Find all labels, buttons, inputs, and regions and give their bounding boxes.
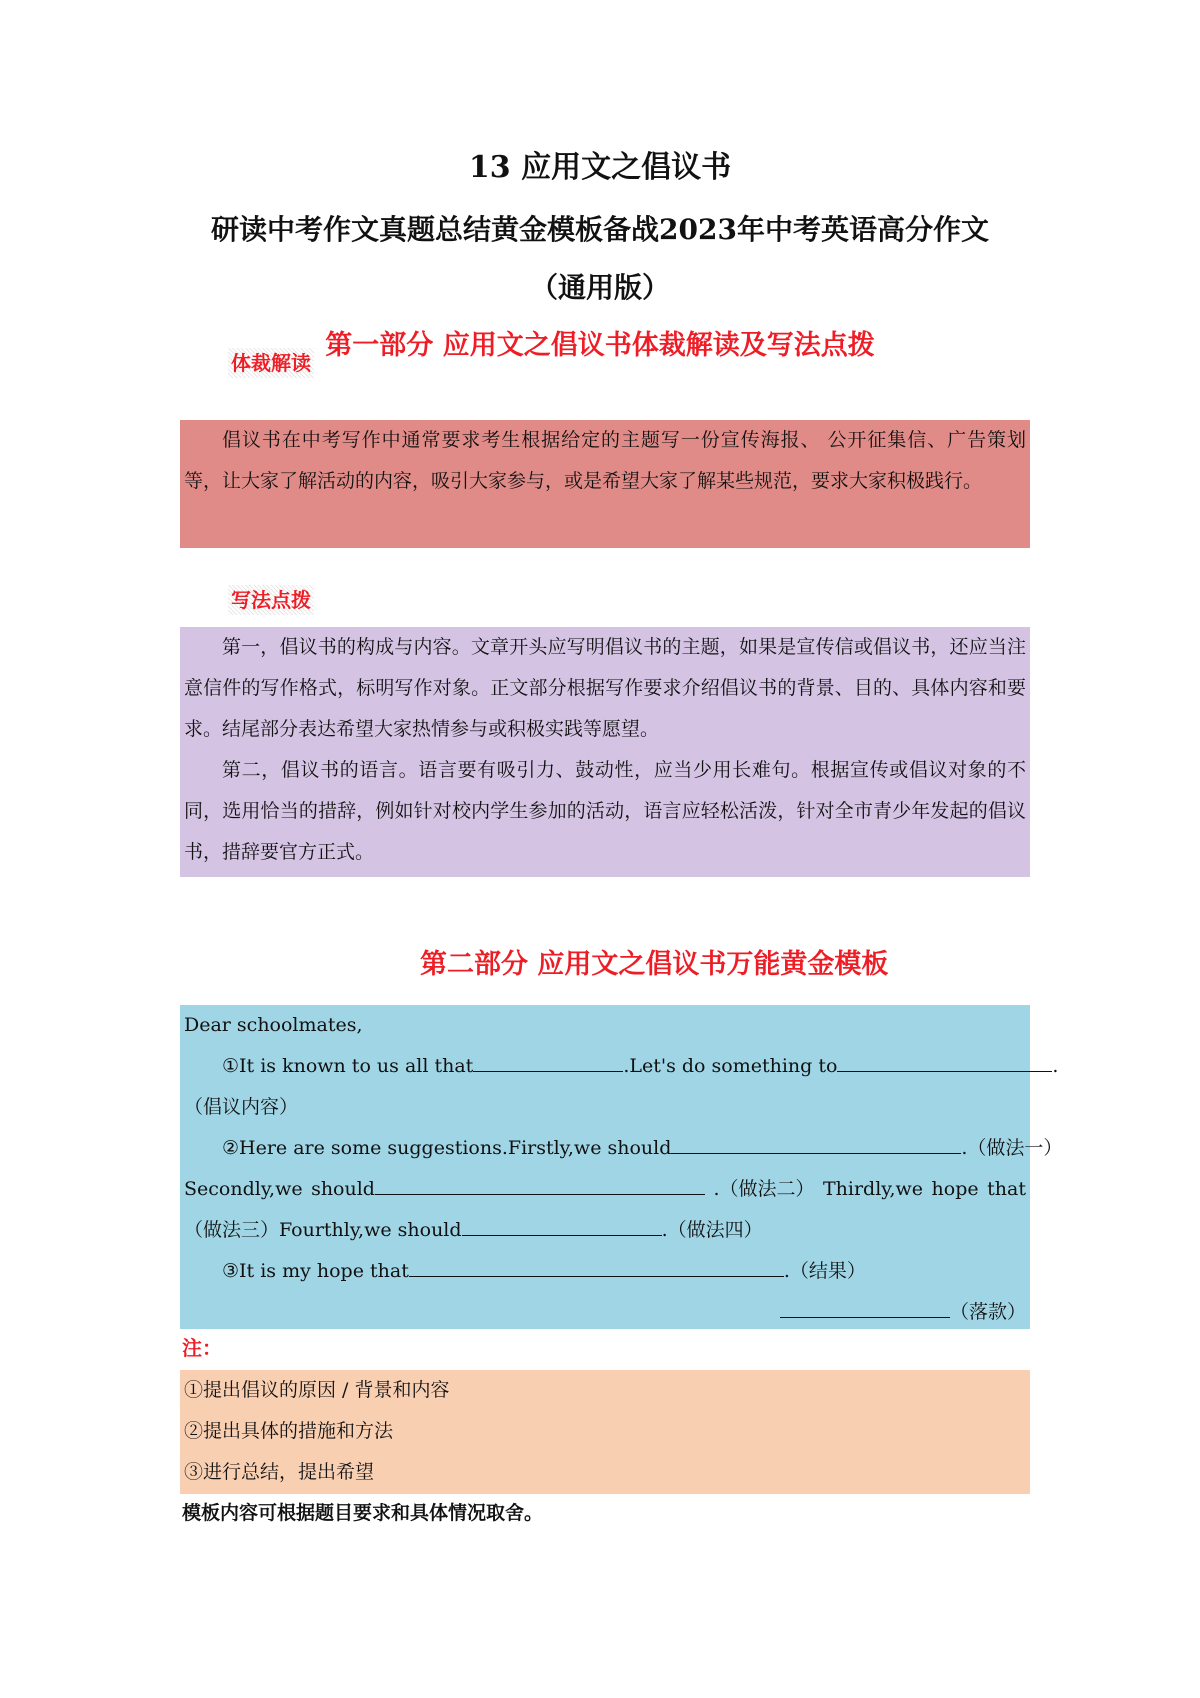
template-text: ③It is my hope that — [222, 1260, 409, 1282]
template-line-5 — [184, 1251, 1026, 1292]
template-text: ①It is known to us all that — [222, 1055, 474, 1077]
template-line-2 — [184, 1128, 1063, 1169]
template-note: （落款） — [949, 1301, 1026, 1323]
note-item: ③进行总结，提出希望 — [184, 1461, 375, 1483]
blank-line — [473, 1049, 623, 1072]
blank-line — [671, 1131, 961, 1154]
template-line-3 — [184, 1169, 1026, 1210]
part1-heading: 第一部分 应用文之倡议书体裁解读及写法点拨 — [325, 330, 875, 361]
template-line-4 — [184, 1210, 1026, 1251]
blank-line — [837, 1049, 1052, 1072]
template-text: .Let's do something to — [623, 1055, 838, 1077]
tips-box — [180, 627, 1030, 877]
document-subtitle: 研读中考作文真题总结黄金模板备战2023年中考英语高分作文 — [211, 213, 989, 246]
template-text: Secondly,we — [184, 1178, 303, 1200]
note-item: ②提出具体的措施和方法 — [184, 1420, 394, 1442]
template-text: hope — [931, 1178, 979, 1200]
blank-line — [462, 1213, 662, 1236]
blank-line — [409, 1254, 784, 1277]
genre-box — [180, 420, 1030, 548]
template-signature-line — [184, 1292, 1026, 1333]
notes-box — [180, 1370, 1030, 1494]
template-text: that — [987, 1178, 1026, 1200]
blank-line — [780, 1295, 950, 1318]
template-note: .（做法二） — [713, 1178, 815, 1200]
template-text: should — [311, 1178, 375, 1200]
footer-note: 模板内容可根据题目要求和具体情况取舍。 — [182, 1502, 544, 1524]
tips-label: 写法点拨 — [228, 585, 314, 615]
document-subtitle-edition: （通用版） — [529, 271, 670, 304]
genre-text: 倡议书在中考写作中通常要求考生根据给定的主题写一份宣传海报、 公开征集信、广告策划等，让大家了解活动的内容，吸引大家参与，或是希望大家了解某些规范，要求大家积极践行。 — [184, 429, 1026, 492]
template-note-content: （倡议内容） — [184, 1096, 299, 1118]
template-text: ②Here are some suggestions.Firstly,we should — [222, 1137, 672, 1159]
genre-label: 体裁解读 — [228, 348, 314, 378]
blank-line — [375, 1172, 705, 1195]
template-text-group — [311, 1169, 705, 1210]
template-greeting: Dear schoolmates, — [184, 1014, 363, 1036]
template-note: .（做法四） — [661, 1219, 763, 1241]
note-label: 注： — [182, 1336, 222, 1360]
template-note: .（做法一） — [961, 1137, 1063, 1159]
document-title: 13 应用文之倡议书 — [468, 150, 732, 185]
template-box — [180, 1005, 1063, 1329]
template-text: Thirdly,we — [822, 1178, 924, 1200]
note-item: ①提出倡议的原因 / 背景和内容 — [184, 1379, 450, 1401]
template-line-1 — [184, 1046, 1059, 1087]
template-text: . — [1052, 1055, 1059, 1077]
template-text: （做法三）Fourthly,we should — [184, 1219, 462, 1241]
tips-paragraph-2: 第二，倡议书的语言。语言要有吸引力、鼓动性，应当少用长难句。根据宣传或倡议对象的不同，选用恰当的措辞，例如针对校内学生参加的活动，语言应轻松活泼，针对全市青少年发起的倡议书，措辞要官方正式。 — [184, 759, 1026, 863]
part2-heading: 第二部分 应用文之倡议书万能黄金模板 — [420, 949, 889, 980]
template-note: .（结果） — [783, 1260, 866, 1282]
tips-paragraph-1: 第一，倡议书的构成与内容。文章开头应写明倡议书的主题，如果是宣传信或倡议书，还应当注意信件的写作格式，标明写作对象。正文部分根据写作要求介绍倡议书的背景、目的、具体内容和要求。结尾部分表达希望大家热情参与或积极实践等愿望。 — [184, 636, 1026, 740]
